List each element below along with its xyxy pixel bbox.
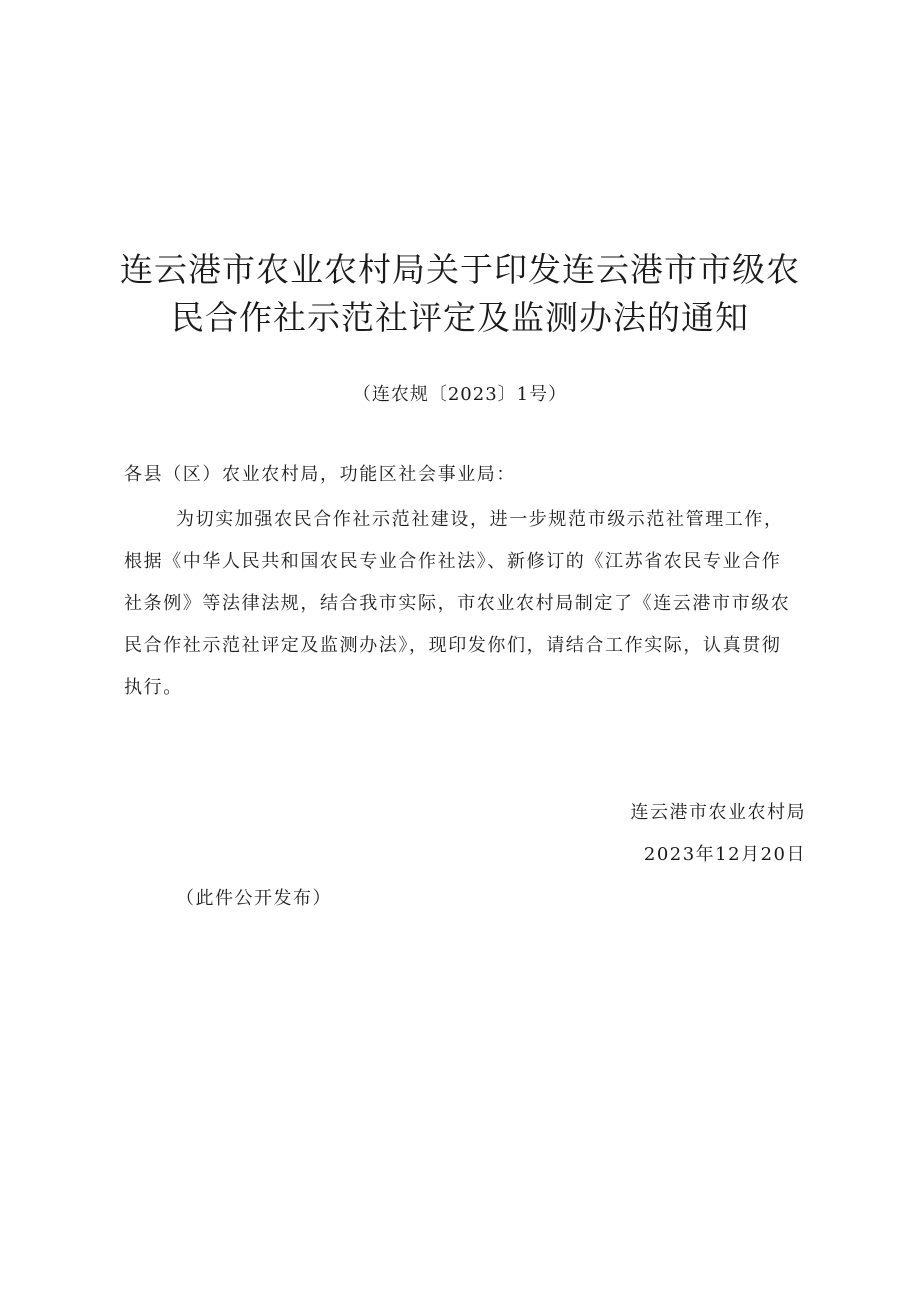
addressee: 各县（区）农业农村局，功能区社会事业局： xyxy=(124,464,516,485)
body-line-5: 执行。 xyxy=(124,677,183,698)
body-line-3: 社条例》等法律法规，结合我市实际，市农业农村局制定了《连云港市市级农 xyxy=(124,593,791,614)
issue-date: 2023年12月20日 xyxy=(643,844,806,865)
document-title-line-1: 连云港市农业农村局关于印发连云港市市级农 xyxy=(120,250,800,289)
document-number: （连农规〔2023〕1号） xyxy=(352,384,568,405)
body-line-2: 根据《中华人民共和国农民专业合作社法》、新修订的《江苏省农民专业合作 xyxy=(124,551,782,572)
publication-note: （此件公开发布） xyxy=(176,888,332,909)
document-title-line-2: 民合作社示范社评定及监测办法的通知 xyxy=(171,298,749,337)
body-line-4: 民合作社示范社评定及监测办法》，现印发你们，请结合工作实际，认真贯彻 xyxy=(124,635,782,656)
issuing-organization: 连云港市农业农村局 xyxy=(630,802,806,823)
body-line-1: 为切实加强农民合作社示范社建设，进一步规范市级示范社管理工作， xyxy=(176,509,784,530)
